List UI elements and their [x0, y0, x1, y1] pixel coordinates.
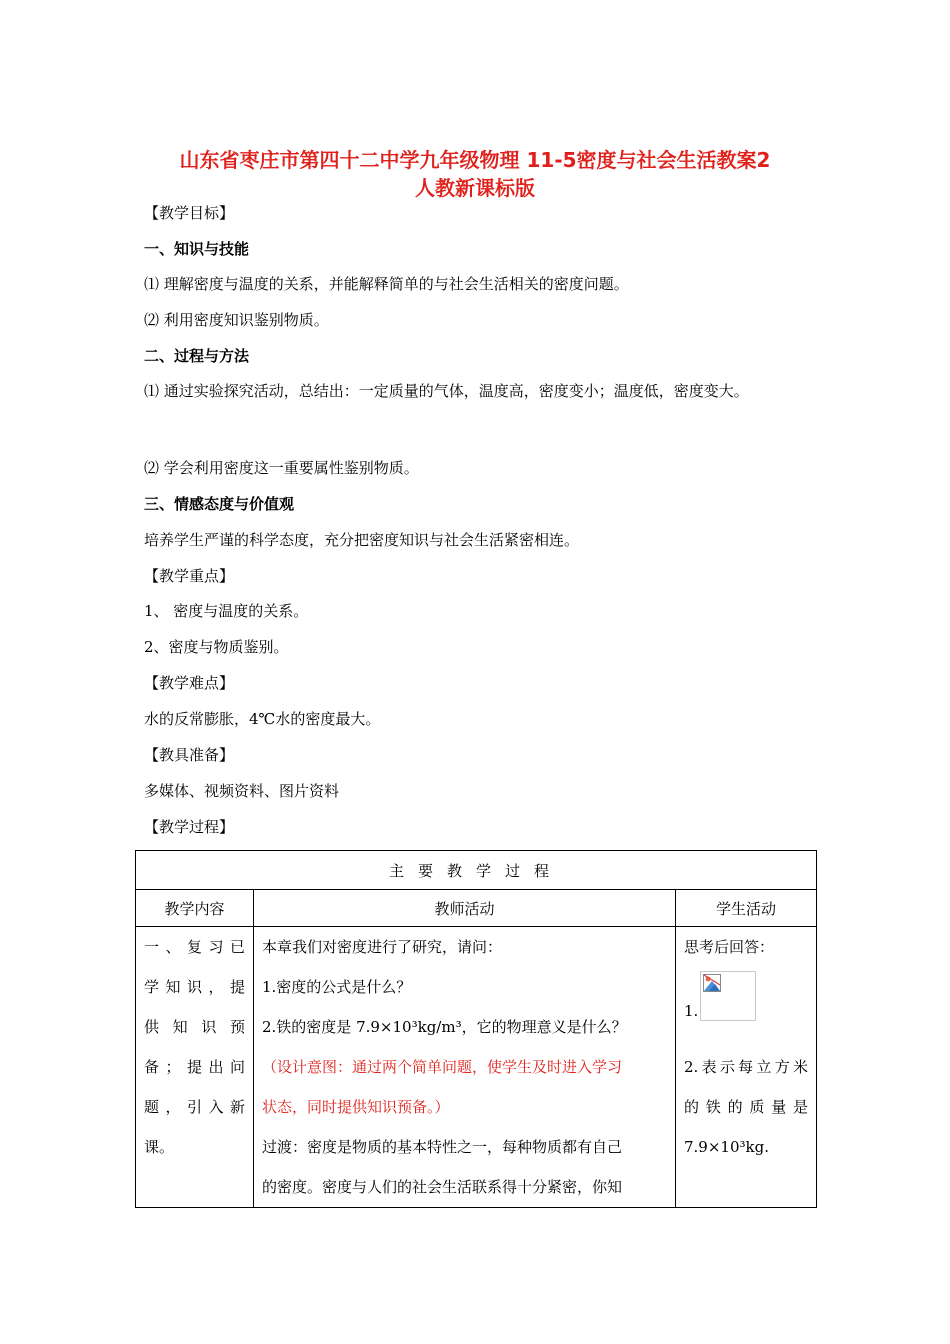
transition-line: 过渡：密度是物质的基本特性之一，每种物质都有自己: [262, 1138, 623, 1156]
goals-heading: 【教学目标】: [144, 204, 235, 222]
answer-number: 1.: [684, 1002, 699, 1020]
key-heading: 【教学重点】: [144, 567, 235, 585]
col-header-content: 教学内容: [136, 890, 254, 927]
transition-line: 的密度。密度与人们的社会生活联系得十分紧密，你知: [262, 1178, 623, 1196]
design-intent-line: 状态，同时提供知识预备。）: [262, 1098, 450, 1116]
col-header-teacher: 教师活动: [254, 890, 676, 927]
content-line: 备；提出问: [144, 1058, 245, 1076]
broken-image-icon: [703, 974, 721, 992]
student-line: 7.9×10³kg.: [684, 1138, 769, 1156]
teacher-cell: [254, 927, 676, 1208]
content-line: 学知识，提: [144, 978, 245, 996]
process-item-1: ⑴ 通过实验探究活动，总结出：一定质量的气体，温度高，密度变小；温度低，密度变大。: [144, 382, 749, 400]
title-line-1: 山东省枣庄市第四十二中学九年级物理 11-5密度与社会生活教案2: [179, 148, 771, 172]
content-cell: [136, 927, 254, 1208]
knowledge-heading: 一、知识与技能: [144, 240, 250, 258]
student-line: 思考后回答：: [684, 938, 775, 956]
title-line-2: 人教新课标版: [415, 176, 535, 200]
process-item-2: ⑵ 学会利用密度这一重要属性鉴别物质。: [144, 459, 419, 477]
key-item-1: 1、 密度与温度的关系。: [144, 602, 309, 620]
student-line: 2.表示每立方米: [684, 1058, 808, 1076]
emotion-heading: 三、情感态度与价值观: [144, 495, 295, 513]
tools-item-1: 多媒体、视频资料、图片资料: [144, 782, 340, 800]
table-main-header: 主要教学过程: [136, 851, 817, 890]
teacher-line: 2.铁的密度是 7.9×10³kg/m³，它的物理意义是什么？: [262, 1018, 627, 1036]
student-cell: [676, 927, 817, 1208]
design-intent-line: （设计意图：通过两个简单问题，使学生及时进入学习: [262, 1058, 623, 1076]
content-line: 供知识预: [144, 1018, 245, 1036]
procedure-heading: 【教学过程】: [144, 818, 235, 836]
knowledge-item-1: ⑴ 理解密度与温度的关系，并能解释简单的与社会生活相关的密度问题。: [144, 275, 629, 293]
formula-image: [700, 971, 756, 1021]
teacher-line: 1.密度的公式是什么？: [262, 978, 412, 996]
process-heading: 二、过程与方法: [144, 347, 250, 365]
document-title: [120, 146, 830, 202]
difficulty-item-1: 水的反常膨胀，4℃水的密度最大。: [144, 710, 381, 728]
content-line: 课。: [144, 1138, 175, 1156]
key-item-2: 2、密度与物质鉴别。: [144, 638, 289, 656]
emotion-item-1: 培养学生严谨的科学态度，充分把密度知识与社会生活紧密相连。: [144, 531, 580, 549]
student-answer-1: [684, 967, 808, 1021]
teacher-line: 本章我们对密度进行了研究，请问：: [262, 938, 503, 956]
content-line: 一、复习已: [144, 938, 245, 956]
spacer: [684, 1021, 808, 1047]
procedure-table: [135, 850, 817, 1208]
knowledge-item-2: ⑵ 利用密度知识鉴别物质。: [144, 311, 329, 329]
difficulty-heading: 【教学难点】: [144, 674, 235, 692]
tools-heading: 【教具准备】: [144, 746, 235, 764]
content-line: 题，引入新: [144, 1098, 245, 1116]
col-header-student: 学生活动: [676, 890, 817, 927]
student-line: 的铁的质量是: [684, 1098, 808, 1116]
